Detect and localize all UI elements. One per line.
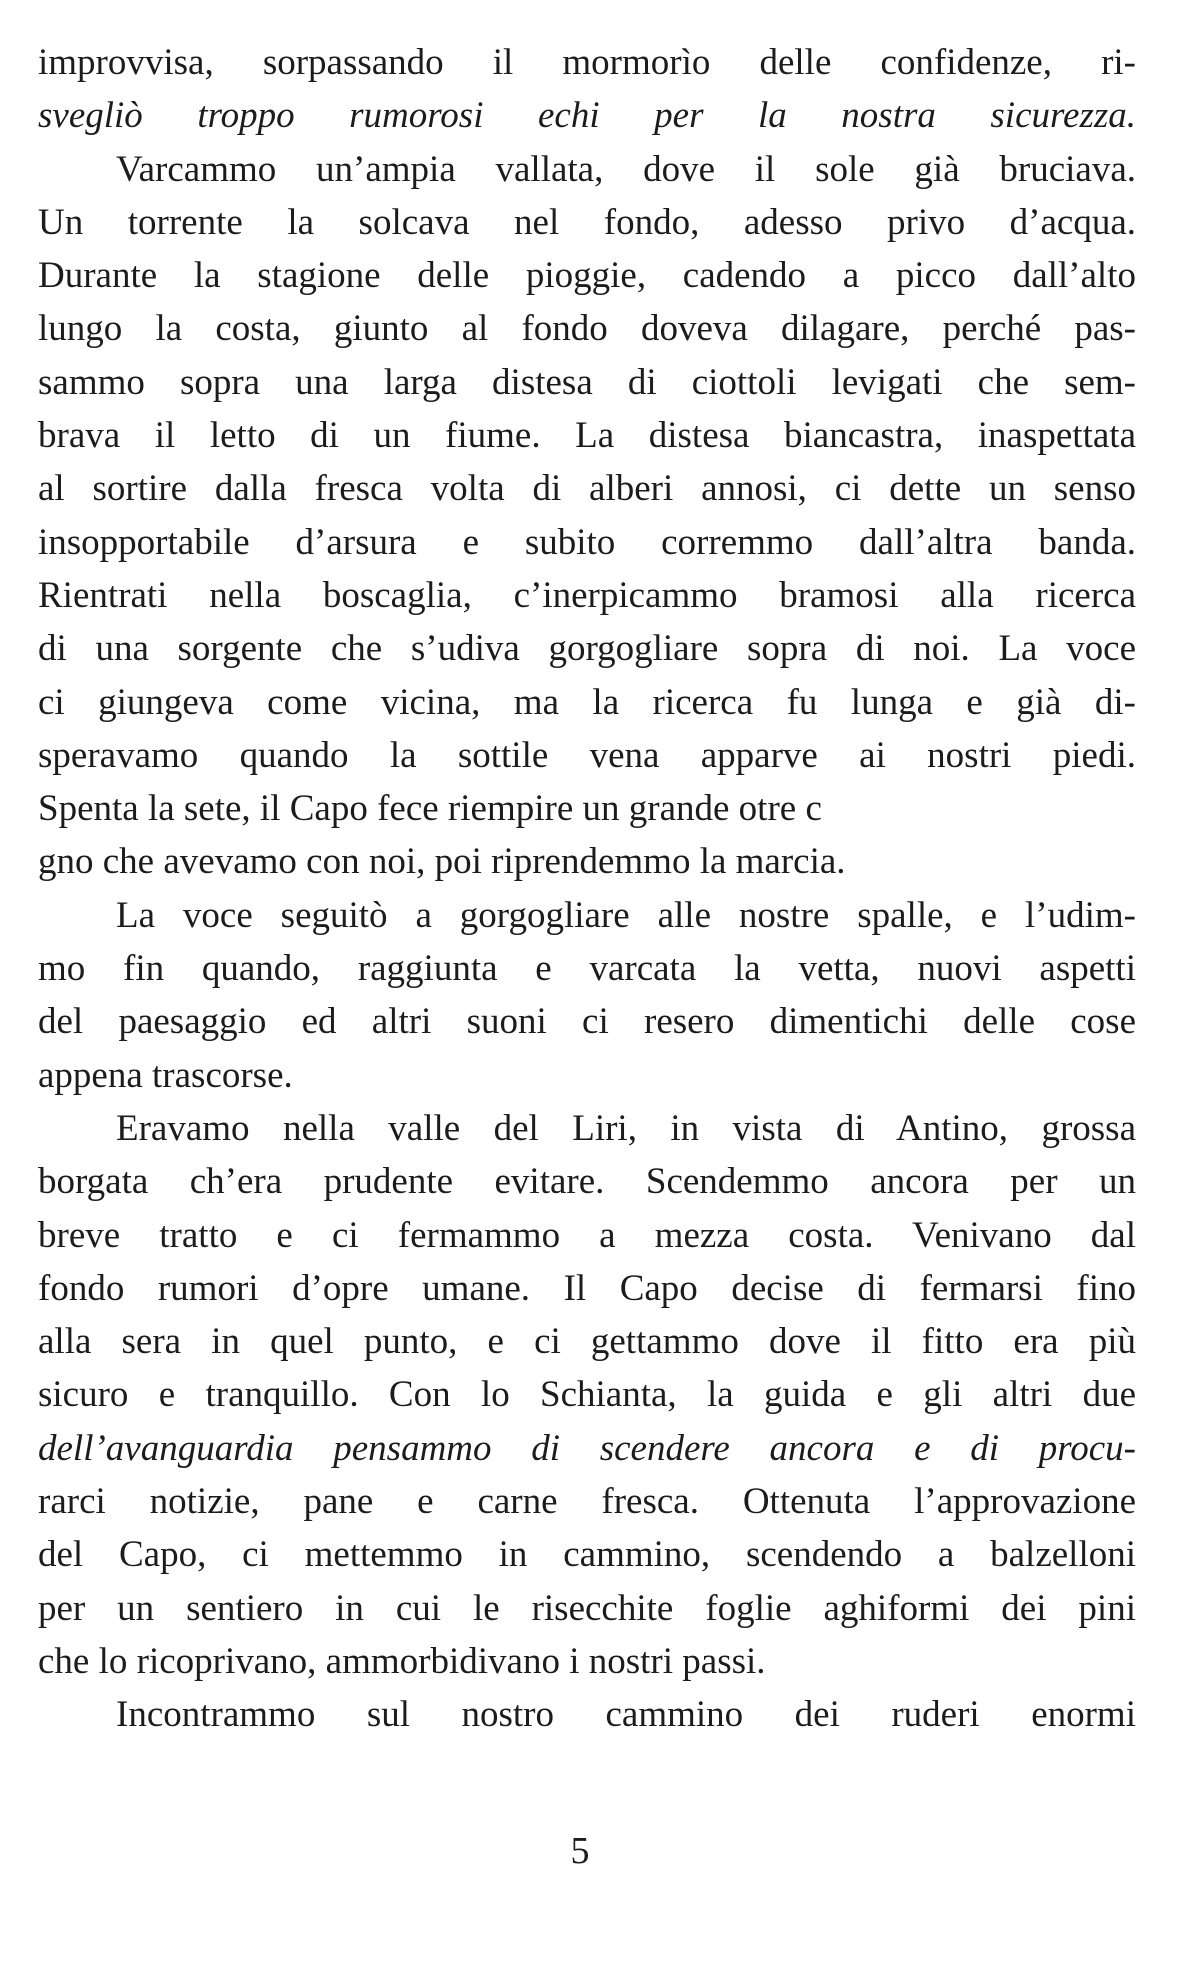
text-line: alla sera in quel punto, e ci gettammo dove il fitto era più [38,1321,1136,1363]
text-line: Durante la stagione delle pioggie, cadendo a picco dall’alto [38,255,1136,297]
paragraph-start-line: Eravamo nella valle del Liri, in vista di Antino, grossa [116,1107,1136,1149]
text-line: del Capo, ci mettemmo in cammino, scendendo a balzelloni [38,1534,1136,1576]
paragraph-start-line: La voce seguitò a gorgogliare alle nostre spalle, e l’udim- [116,894,1136,936]
text-line: speravamo quando la sottile vena apparve ai nostri piedi. [38,734,1136,776]
text-line: fondo rumori d’opre umane. Il Capo decise di fermarsi fino [38,1267,1136,1309]
page-text [38,36,1136,1742]
text-line: di una sorgente che s’udiva gorgogliare sopra di noi. La voce [38,628,1136,670]
text-line: brava il letto di un fiume. La distesa biancastra, inaspettata [38,415,1136,457]
paragraph-start-line: Varcammo un’ampia vallata, dove il sole già bruciava. [116,148,1136,190]
text-line: per un sentiero in cui le risecchite foglie aghiformi dei pini [38,1587,1136,1629]
text-line: Un torrente la solcava nel fondo, adesso privo d’acqua. [38,201,1136,243]
text-line: al sortire dalla fresca volta di alberi annosi, ci dette un senso [38,468,1136,510]
text-line: Spenta la sete, il Capo fece riempire un grande otre c [38,788,822,830]
page-number: 5 [570,1830,590,1872]
text-line: dell’avanguardia pensammo di scendere ancora e di procu- [38,1427,1136,1469]
text-line: svegliò troppo rumorosi echi per la nostra sicurezza. [38,95,1136,137]
text-line: che lo ricoprivano, ammorbidivano i nostri passi. [38,1640,766,1682]
text-line: borgata ch’era prudente evitare. Scendemmo ancora per un [38,1161,1136,1203]
text-line: lungo la costa, giunto al fondo doveva dilagare, perché pas- [38,308,1136,350]
text-line: gno che avevamo con noi, poi riprendemmo la marcia. [38,841,846,883]
text-line: sammo sopra una larga distesa di ciottoli levigati che sem- [38,361,1136,403]
text-line: appena trascorse. [38,1054,293,1096]
text-line: del paesaggio ed altri suoni ci resero dimentichi delle cose [38,1001,1136,1043]
text-line: improvvisa, sorpassando il mormorìo delle confidenze, ri- [38,42,1136,83]
text-line: insopportabile d’arsura e subito corremmo dall’altra banda. [38,521,1136,563]
text-line: sicuro e tranquillo. Con lo Schianta, la guida e gli altri due [38,1374,1136,1416]
paragraph-start-line: Incontrammo sul nostro cammino dei ruderi enormi [116,1694,1136,1736]
text-line: mo fin quando, raggiunta e varcata la vetta, nuovi aspetti [38,948,1136,990]
text-line: Rientrati nella boscaglia, c’inerpicammo bramosi alla ricerca [38,574,1136,616]
text-line: ci giungeva come vicina, ma la ricerca fu lunga e già di- [38,681,1136,723]
text-line: breve tratto e ci fermammo a mezza costa. Venivano dal [38,1214,1136,1256]
text-line: rarci notizie, pane e carne fresca. Ottenuta l’approvazione [38,1481,1136,1523]
